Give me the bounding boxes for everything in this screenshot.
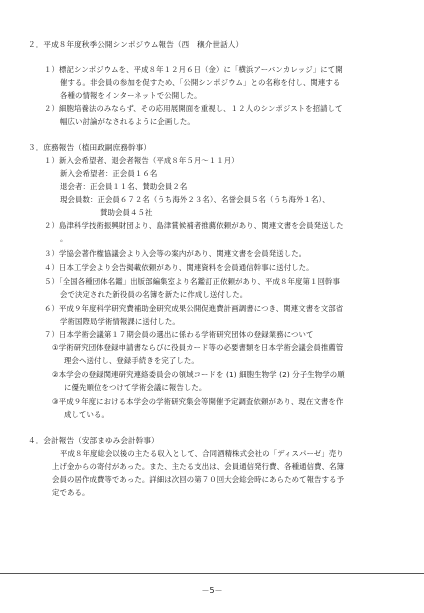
text-line: ３）学協会著作権協議会より入会等の案内があり、関連文書を会員発送した。 xyxy=(44,249,307,258)
text-line: ２）島津科学技術振興財団より、島津賞候補者推薦依頼があり、関連文書を会員発送した xyxy=(44,221,344,230)
text-line: 平成８年度総会以後の主たる収入として、合同酒精株式会社の「ディスパーゼ」売り xyxy=(60,449,344,458)
text-line: 理会へ送付し、登録手続きを完了した。 xyxy=(64,356,199,365)
text-line: ５）「全国各種団体名鑑」出版部編集室より名鑑訂正依頼があり、平成８年度第１回幹事 xyxy=(44,277,340,286)
text-line: ４）日本工学会より会告掲載依頼があり、関連資料を会員通信幹事に送付した。 xyxy=(44,263,314,272)
footer-divider xyxy=(0,573,424,574)
section-heading-general-affairs: ３．庶務報告（植田政嗣庶務幹事） xyxy=(28,143,152,152)
text-line: 定である。 xyxy=(52,488,90,497)
text-line: 賛助会員４５社 xyxy=(100,208,153,217)
text-line: ①学術研究団体登録申請書ならびに役員カード等の必要書類を日本学術会議会員推薦管 xyxy=(52,343,344,352)
text-line: 現会員数：正会員６７２名（うち海外２３名）、名誉会員５名（うち海外１名）、 xyxy=(60,195,330,204)
text-line: ６）平成９年度科学研究費補助金研究成果公開促進費計画調書につき、関連文書を文部省 xyxy=(44,304,344,313)
text-line: ７）日本学術会議第１７期会員の選出に係わる学術研究団体の登録業務について xyxy=(44,330,314,339)
text-line: に優先順位をつけて学術会議に報告した。 xyxy=(64,383,207,392)
text-line: 催する。非会員の参加を促すため、「公開シンポジウム」との名称を付し、関連する xyxy=(60,78,341,87)
text-line: 会員の居作成費等であった。詳細は次回の第７０回大会総会時にあらためて報告する予 xyxy=(52,475,345,484)
text-line: 学術国際局学術情報課に送付した。 xyxy=(60,317,180,326)
text-line: 会で決定された新役員の名簿を新たに作成し送付した。 xyxy=(60,290,248,299)
text-line: 。 xyxy=(60,234,68,243)
text-line: １）標記シンポジウムを、平成８年１２月６日（金）に「横浜アーバンカレッジ」にて開 xyxy=(44,65,343,74)
text-line: 上げ金からの寄付があった。また、主たる支出は、会員通信発行費、各種通信費、名簿 xyxy=(52,462,345,471)
text-line: ③平成９年度における本学会の学術研究集会等開催予定調査依頼があり、現在文書を作 xyxy=(52,397,344,406)
section-heading-accounting: ４．会計報告（安部まゆみ会計幹事） xyxy=(28,436,159,445)
text-line: 新入会希望者：正会員１６名 xyxy=(60,169,158,178)
text-line: 退会者：正会員１１名、賛助会員２名 xyxy=(60,182,188,191)
text-line: 各種の情報をインターネットで公開した。 xyxy=(60,91,202,100)
text-line: 幅広い討論がなされるように企画した。 xyxy=(60,117,195,126)
page-number: －5－ xyxy=(201,586,223,595)
text-line: １）新入会希望者、退会者報告（平成８年５月～１１月） xyxy=(44,156,239,165)
text-line: ２）細胞培養法のみならず、その応用展開面を重視し、１２人のシンポジストを招請して xyxy=(44,104,343,113)
text-line: 成している。 xyxy=(64,410,109,419)
section-heading-symposium: ２．平成８年度秋季公開シンポジウム報告（西 穣介世話人） xyxy=(28,40,244,49)
text-line: ②本学会の登録関連研究連絡委員会の領域コードを (1) 細胞生物学 (2) 分子生物学の順 xyxy=(52,370,345,379)
